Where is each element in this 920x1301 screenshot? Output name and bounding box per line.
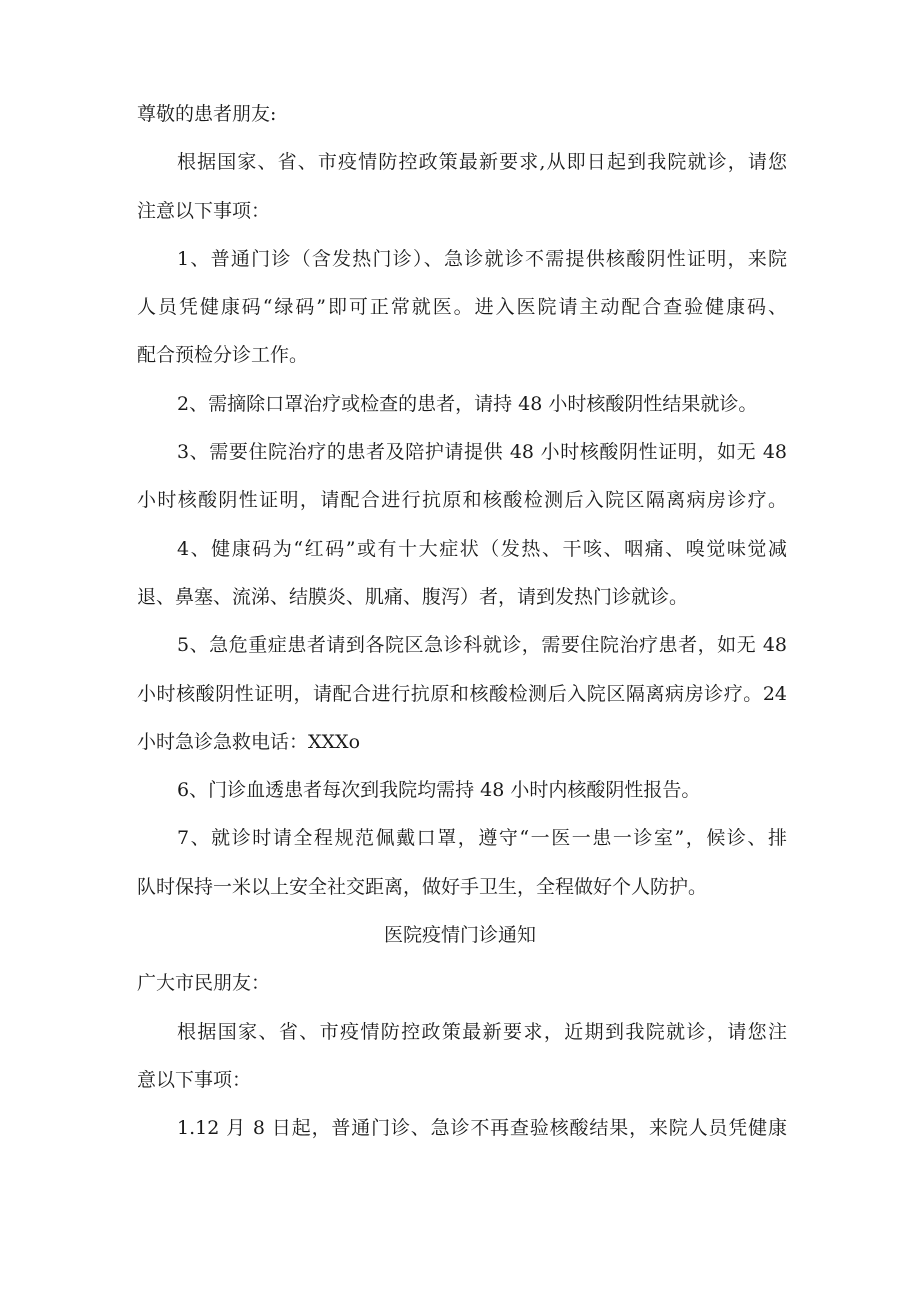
notice1-item5-line: 小时核酸阴性证明，请配合进行抗原和核酸检测后入院区隔离病房诊疗。24 [137,683,787,705]
notice2-item1-line: 1.12 月 8 日起，普通门诊、急诊不再查验核酸结果，来院人员凭健康 [177,1117,787,1139]
notice1-item7-line: 7、就诊时请全程规范佩戴口罩，遵守“一医一患一诊室”，候诊、排 [177,827,787,849]
notice2-title: 医院疫情门诊通知 [383,924,536,946]
notice1-item1-line: 人员凭健康码“绿码”即可正常就医。进入医院请主动配合查验健康码、 [137,296,787,318]
notice1-item3-line: 3、需要住院治疗的患者及陪护请提供 48 小时核酸阴性证明，如无 48 [177,441,787,463]
notice1-item7-line: 队时保持一米以上安全社交距离，做好手卫生，全程做好个人防护。 [137,876,708,898]
notice2-intro-line: 意以下事项： [137,1069,252,1091]
notice1-intro-line: 注意以下事项： [137,200,271,222]
notice1-item4-line: 退、鼻塞、流涕、结膜炎、肌痛、腹泻）者，请到发热门诊就诊。 [137,586,689,608]
notice2-intro-line: 根据国家、省、市疫情防控政策最新要求，近期到我院就诊，请您注 [177,1021,787,1043]
notice1-item3-line: 小时核酸阴性证明，请配合进行抗原和核酸检测后入院区隔离病房诊疗。 [137,489,787,511]
notice1-item1-line: 配合预检分诊工作。 [137,344,309,366]
notice1-item5-line: 5、急危重症患者请到各院区急诊科就诊，需要住院治疗患者，如无 48 [177,634,787,656]
notice2-greeting: 广大市民朋友： [137,972,271,994]
notice1-item1-line: 1、普通门诊（含发热门诊）、急诊就诊不需提供核酸阴性证明，来院 [177,248,787,270]
notice1-item5-line: 小时急诊急救电话：XXXo [137,731,361,753]
notice1-intro-line: 根据国家、省、市疫情防控政策最新要求,从即日起到我院就诊，请您 [177,151,787,173]
notice1-item4-line: 4、健康码为“红码”或有十大症状（发热、干咳、咽痛、嗅觉味觉减 [177,538,787,560]
notice1-item2-line: 2、需摘除口罩治疗或检查的患者，请持 48 小时核酸阴性结果就诊。 [177,393,758,415]
notice1-greeting: 尊敬的患者朋友: [137,103,277,125]
notice1-item6-line: 6、门诊血透患者每次到我院均需持 48 小时内核酸阴性报告。 [177,779,701,801]
